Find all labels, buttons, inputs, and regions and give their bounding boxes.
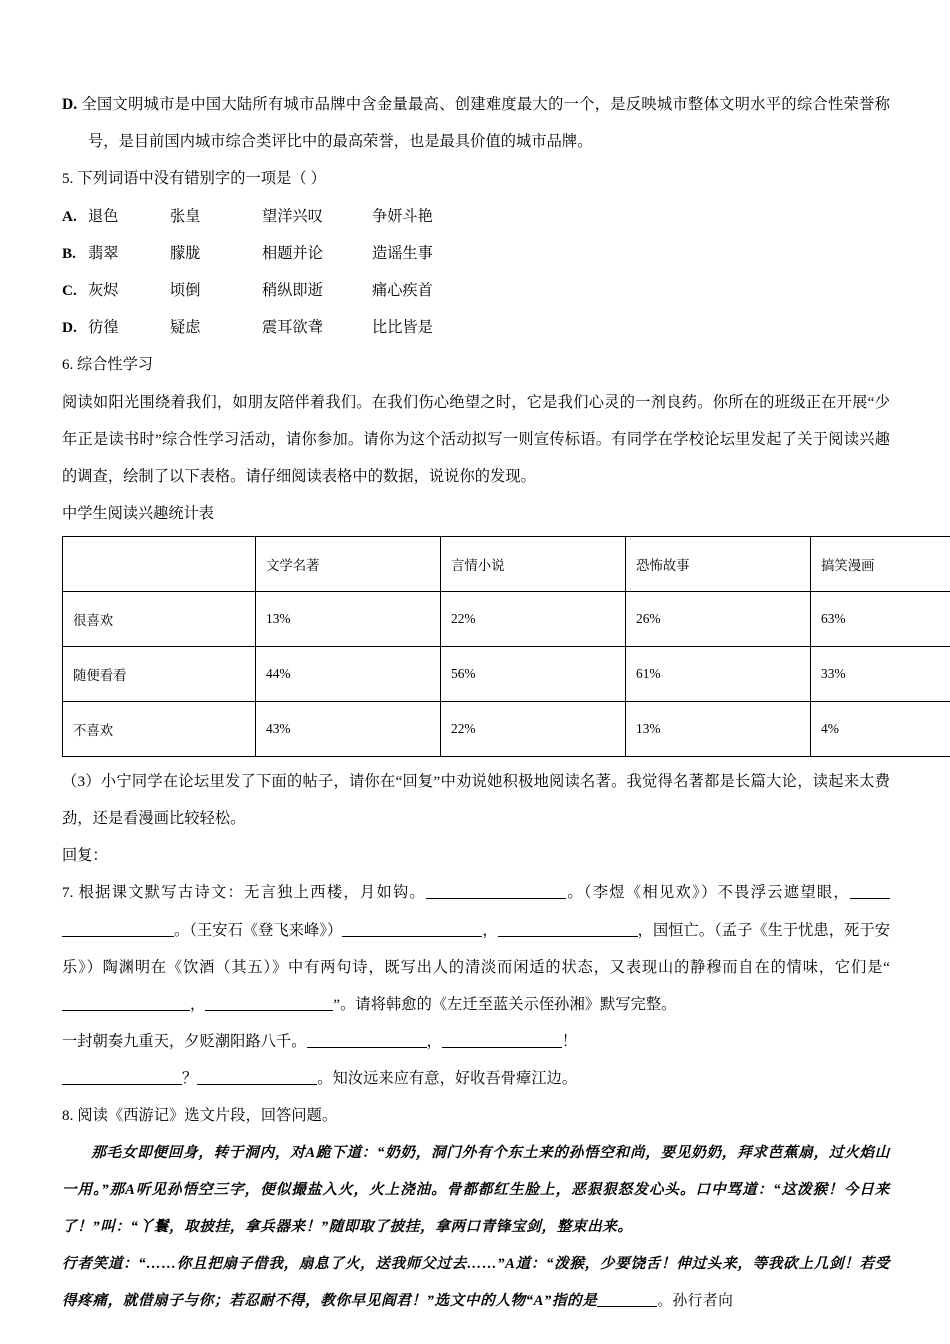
option-b-word-1: 翡翠	[88, 245, 119, 262]
q7-seg7: ”。请将韩愈的《左迁至蓝关示侄孙湘》默写完整。	[333, 996, 677, 1013]
cell-dislike-horror: 13%	[626, 702, 811, 757]
cell-casual-comic: 33%	[811, 647, 950, 702]
question-8-stem	[62, 1097, 890, 1135]
option-a-word-2: 张皇	[170, 208, 201, 225]
question-8-excerpt-paragraph-1: 那毛女即便回身，转于洞内，对A跪下道：“奶奶，洞门外有个东土来的孙悟空和尚，要见奶奶，拜求芭蕉扇，过火焰山一用。”那A听见孙悟空三字，便似撮盐入火，火上浇油。骨都都红生脸上，恶狠狠怒发心头。口中骂道：“这泼猴！今日来了！”叫：“丫鬟，取披挂，拿兵器来！”随即取了披挂，拿两口青锋宝剑，整束出来。	[62, 1145, 890, 1235]
option-d-text: 全国文明城市是中国大陆所有城市品牌中含金量最高、创建难度最大的一个，是反映城市整体文明水平的综合性荣誉称号，是目前国内城市综合类评比中的最高荣誉，也是最具价值的城市品牌。	[81, 96, 890, 150]
cell-dislike-literature: 43%	[256, 702, 441, 757]
option-c-word-4: 痛心疾首	[372, 282, 433, 299]
question-8-number-dot: .	[69, 1108, 74, 1124]
question-5-option-a[interactable]	[62, 198, 890, 235]
q7-blank-4[interactable]	[498, 922, 638, 937]
question-5-stem	[62, 160, 890, 198]
q7-seg6: ，	[190, 996, 206, 1013]
table-row	[63, 702, 950, 757]
option-d-word-1: 彷徨	[88, 319, 119, 336]
q8-blank-character-a[interactable]	[597, 1292, 657, 1307]
row-label-casual-read: 随便看看	[63, 647, 256, 702]
option-b-word-3: 相题并论	[262, 245, 323, 262]
q7-blank-3[interactable]	[342, 922, 482, 937]
q7-seg3: 。（王安石《登飞来峰》）	[174, 922, 343, 939]
cell-like-romance: 22%	[441, 592, 626, 647]
q7-blank-5[interactable]	[62, 996, 190, 1011]
option-marker-c: C.	[62, 282, 77, 299]
question-7-number-dot: .	[69, 885, 74, 901]
table-row	[63, 592, 950, 647]
table-header-horror: 恐怖故事	[626, 537, 811, 592]
option-b-word-4: 造谣生事	[372, 245, 433, 262]
q7-blank-8[interactable]	[442, 1033, 562, 1048]
q7-line2-text: 一封朝奏九重天，夕贬潮阳路八千。	[62, 1033, 307, 1050]
cell-like-horror: 26%	[626, 592, 811, 647]
table-header-romance: 言情小说	[441, 537, 626, 592]
option-a-word-1: 退色	[88, 208, 119, 225]
question-6-sub3: （3）小宁同学在论坛里发了下面的帖子，请你在“回复”中劝说她积极地阅读名著。我觉得名著都是长篇大论，读起来太费劲，还是看漫画比较轻松。	[62, 773, 890, 827]
option-c-word-1: 灰烬	[88, 282, 119, 299]
option-marker-a: A.	[62, 208, 77, 225]
question-7-line3	[62, 1060, 890, 1097]
option-a-word-4: 争妍斗艳	[372, 208, 433, 225]
option-d-word-2: 疑虑	[170, 319, 201, 336]
table-caption: 中学生阅读兴趣统计表	[62, 505, 214, 522]
question-6-number-dot: .	[69, 357, 74, 373]
q7-blank-9[interactable]	[62, 1070, 182, 1085]
option-b-word-2: 朦胧	[170, 245, 201, 262]
question-6-body: 阅读如阳光围绕着我们，如朋友陪伴着我们。在我们伤心绝望之时，它是我们心灵的一剂良药。你所在的班级正在开展“少年正是读书时”综合性学习活动，请你参加。请你为这个活动拟写一则宣传标语。有同学在学校论坛里发起了关于阅读兴趣的调查，绘制了以下表格。请仔细阅读表格中的数据，说说你的发现。	[62, 394, 890, 485]
option-d-word-3: 震耳欲聋	[262, 319, 323, 336]
page-content	[62, 86, 890, 1320]
cell-dislike-comic: 4%	[811, 702, 950, 757]
question-5-number-dot: .	[69, 171, 74, 187]
q7-blank-6[interactable]	[205, 996, 333, 1011]
q7-seg4: ，	[482, 922, 498, 939]
q7-seg5: ，国恒亡。（孟子《生于忧患，死于安乐》）陶渊明在《饮酒（其五）》中有两句诗，既写出人的清淡而闲适的状态，又表现山的静穆而自在的情味，它们是“	[62, 922, 891, 976]
q7-blank-2a[interactable]	[850, 884, 890, 899]
q7-line2-end: ！	[561, 1033, 578, 1050]
question-6-number: 6	[62, 357, 70, 373]
question-6-reply-label: 回复：	[62, 847, 108, 864]
question-8-stem-text: 阅读《西游记》选文片段，回答问题。	[77, 1107, 338, 1124]
cell-casual-horror: 61%	[626, 647, 811, 702]
question-7-number: 7	[62, 885, 70, 901]
table-header-comic: 搞笑漫画	[811, 537, 950, 592]
q7-blank-1[interactable]	[426, 884, 566, 899]
question-8-number: 8	[62, 1108, 70, 1124]
q7-line2-mid: ，	[426, 1033, 442, 1050]
question-6-title	[62, 346, 890, 384]
cell-casual-romance: 56%	[441, 647, 626, 702]
row-label-like-very-much: 很喜欢	[63, 592, 256, 647]
cell-dislike-romance: 22%	[441, 702, 626, 757]
option-c-word-2: 顷倒	[170, 282, 201, 299]
question-7-line2	[62, 1023, 890, 1060]
question-7	[62, 874, 890, 1023]
table-header-row	[63, 537, 950, 592]
q7-seg2: 。（李煜《相见欢》）不畏浮云遮望眼，	[566, 884, 850, 901]
q8-excerpt-p2-text: 行者笑道：“……你且把扇子借我，扇息了火，送我师父过去……”A道：“泼猴，少要饶舌！伸过头来，等我砍上几剑！若受得疼痛，就借扇子与你；若忍耐不得，教你早见阎君！”选文中的人物“A”指的是	[62, 1256, 890, 1309]
option-d-word-4: 比比皆是	[372, 319, 433, 336]
option-marker-d: D.	[62, 96, 78, 113]
question-5-option-d[interactable]	[62, 309, 890, 346]
q7-blank-7[interactable]	[307, 1033, 427, 1048]
question-5-option-b[interactable]	[62, 235, 890, 272]
question-4-option-d	[62, 86, 890, 160]
q7-line3-end: 。知汝远来应有意，好收吾骨瘴江边。	[317, 1070, 578, 1087]
option-a-word-3: 望洋兴叹	[262, 208, 323, 225]
cell-like-comic: 63%	[811, 592, 950, 647]
table-header-literature: 文学名著	[256, 537, 441, 592]
option-c-word-3: 稍纵即逝	[262, 282, 323, 299]
reading-interest-table	[62, 536, 950, 757]
question-5-option-c[interactable]	[62, 272, 890, 309]
row-label-dislike: 不喜欢	[63, 702, 256, 757]
q8-excerpt-p2-tail: 。孙行者向	[657, 1293, 734, 1309]
question-6-title-text: 综合性学习	[77, 356, 153, 373]
table-header-blank	[63, 537, 256, 592]
cell-casual-literature: 44%	[256, 647, 441, 702]
q7-blank-2b[interactable]	[62, 922, 174, 937]
q7-blank-10[interactable]	[197, 1070, 317, 1085]
q7-seg1: 根据课文默写古诗文：无言独上西楼，月如钩。	[78, 884, 427, 901]
option-marker-d2: D.	[62, 319, 77, 336]
option-marker-b: B.	[62, 245, 76, 262]
question-5-stem-text: 下列词语中没有错别字的一项是（ ）	[77, 170, 326, 187]
q7-line3-q: ？	[182, 1070, 198, 1087]
table-row	[63, 647, 950, 702]
question-8-excerpt-paragraph-2	[62, 1246, 890, 1320]
question-5-number: 5	[62, 171, 70, 187]
cell-like-literature: 13%	[256, 592, 441, 647]
